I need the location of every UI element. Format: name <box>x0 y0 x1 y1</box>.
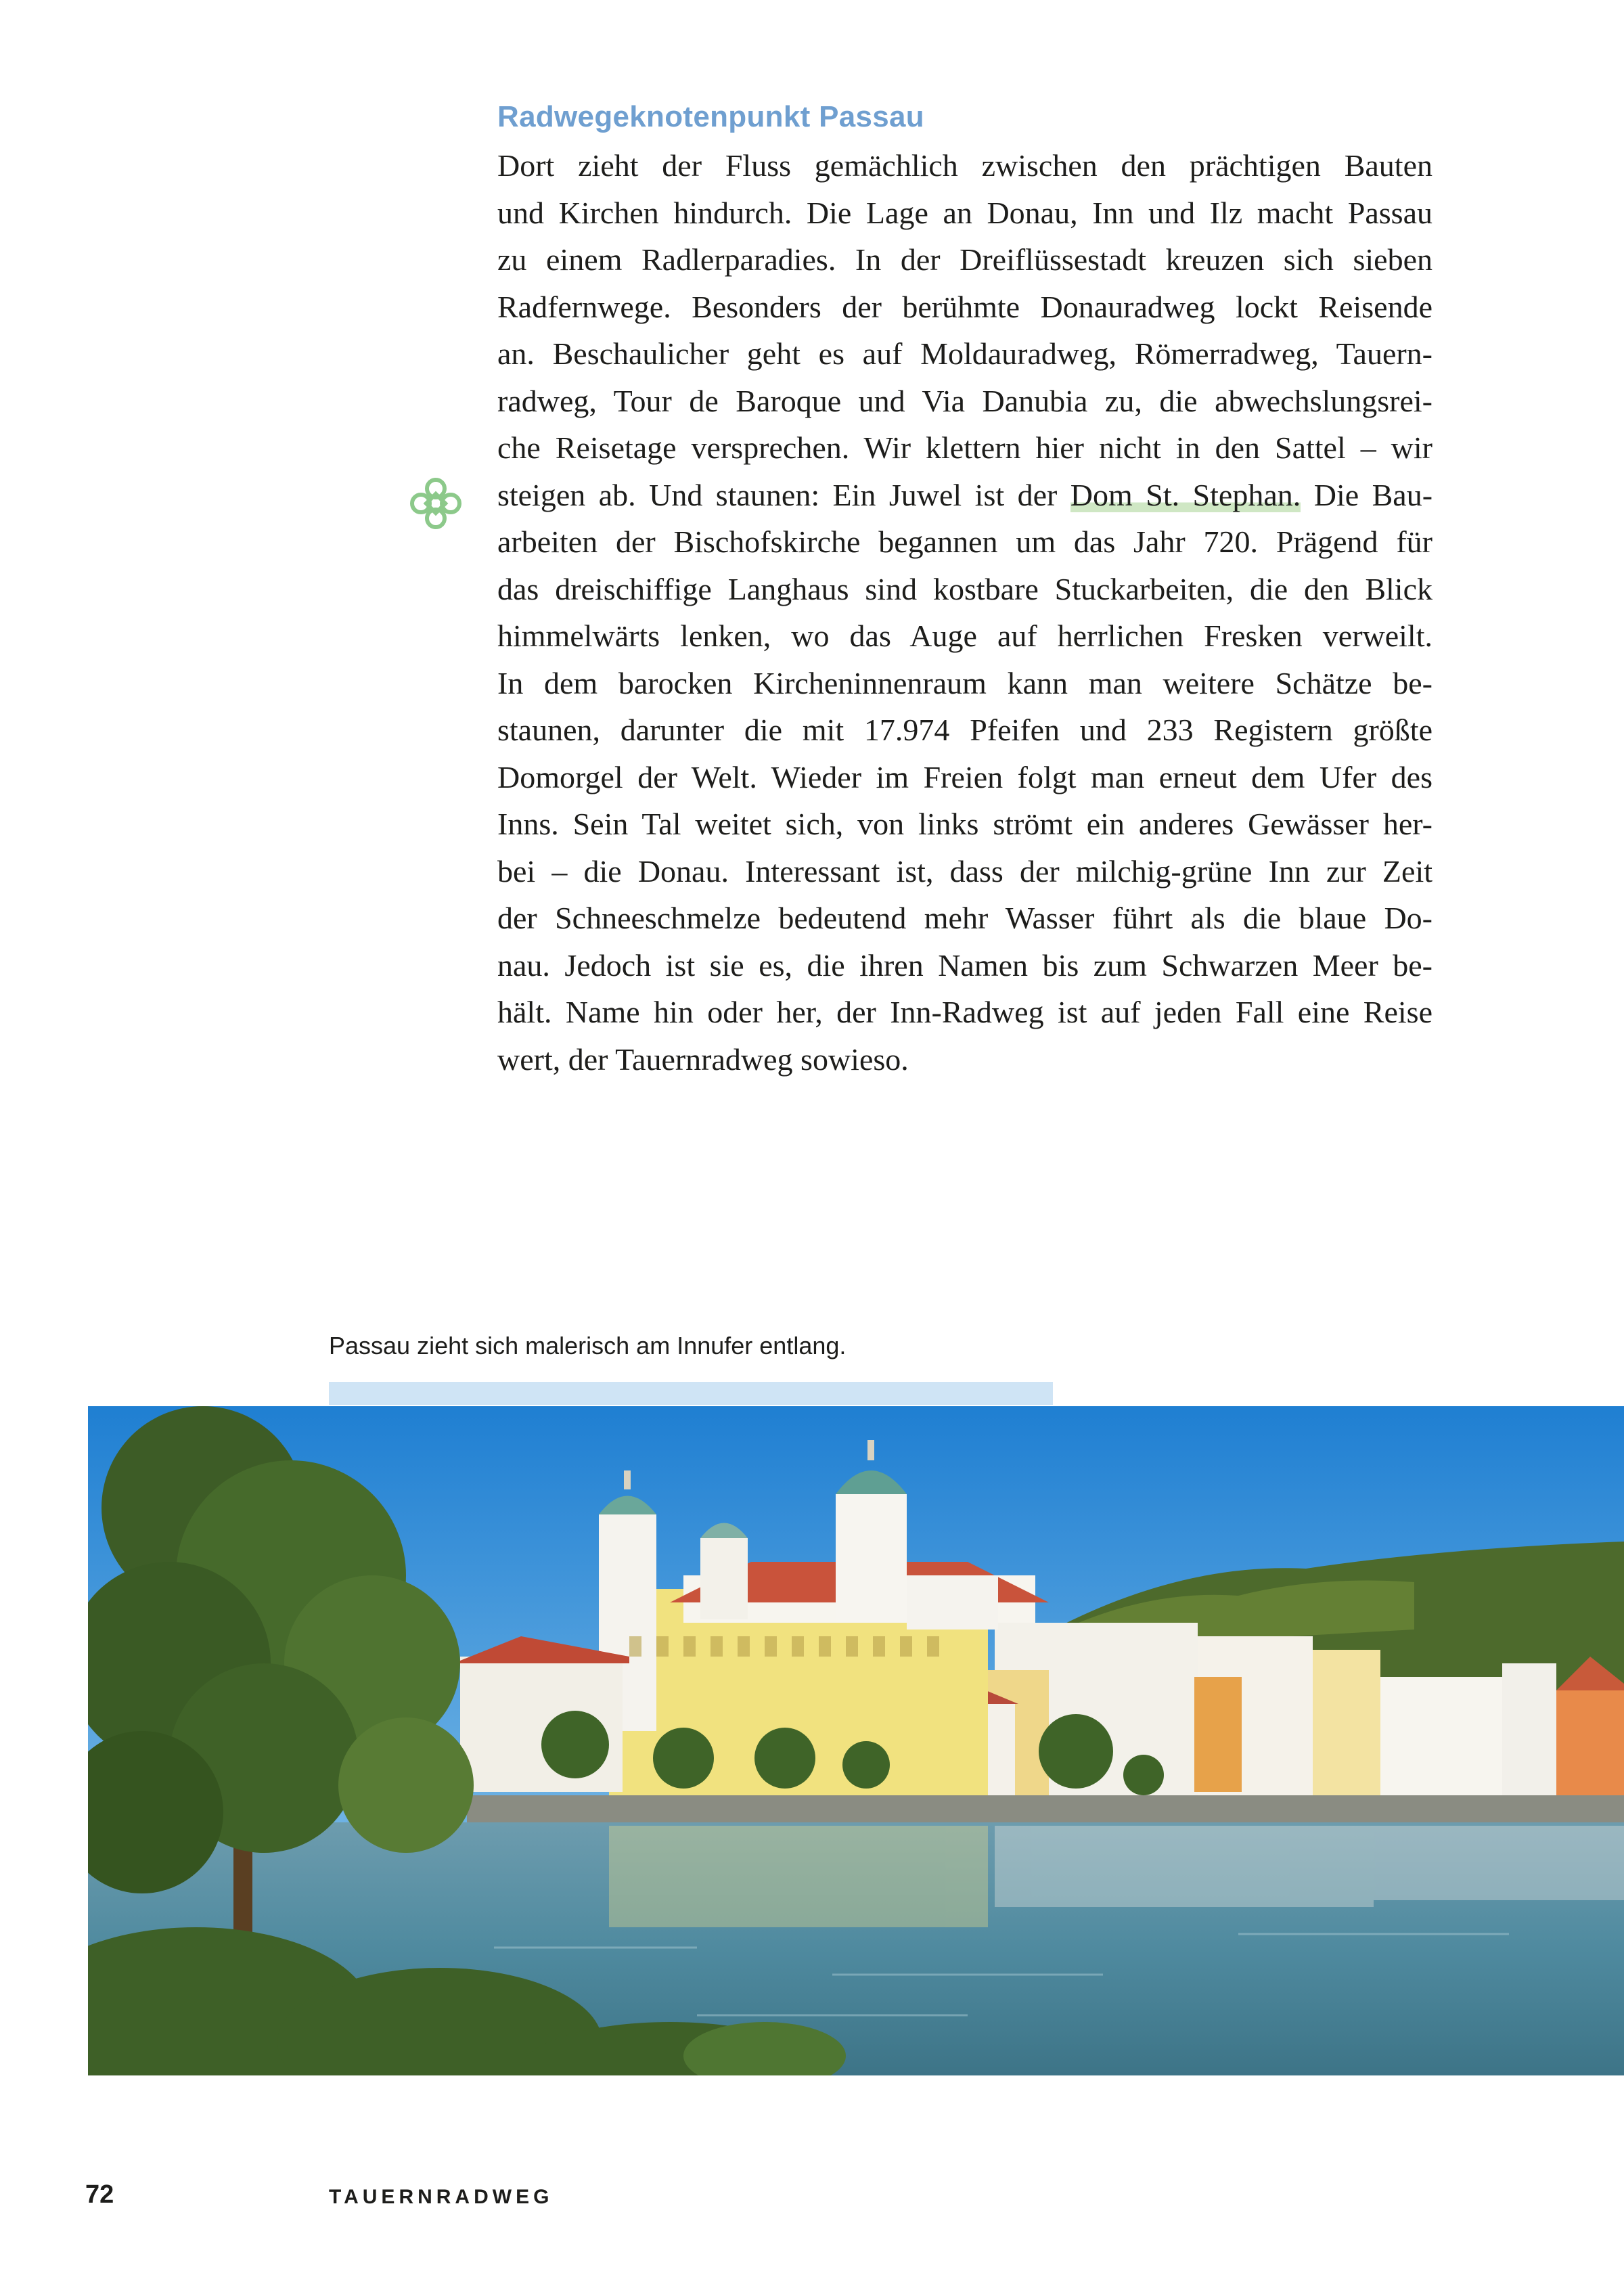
text-segment: steigen ab. Und staunen: Ein Juwel ist der <box>497 477 1070 512</box>
text-line: Dort zieht der Fluss gemächlich zwischen den prächtigen Bauten <box>497 148 1433 183</box>
text-line: arbeiten der Bischofskirche begannen um das Jahr 720. Prägend für <box>497 524 1433 559</box>
poi-marker-icon <box>405 472 467 535</box>
text-line: Inns. Sein Tal weitet sich, von links strömt ein anderes Gewässer her- <box>497 807 1433 841</box>
text-line: radweg, Tour de Baroque und Via Danubia zu, die abwechslungsrei- <box>497 383 1433 418</box>
text-line: In dem barocken Kircheninnenraum kann man weitere Schätze be- <box>497 665 1433 700</box>
text-line-poi <box>497 472 1433 519</box>
dom-st-stephan-link[interactable]: Dom St. Stephan. <box>1070 477 1301 512</box>
text-line: das dreischiffige Langhaus sind kostbare Stuckarbeiten, die den Blick <box>497 571 1433 606</box>
text-line: und Kirchen hindurch. Die Lage an Donau, Inn und Ilz macht Passau <box>497 195 1433 230</box>
text-line: zu einem Radlerparadies. In der Dreiflüssestadt kreuzen sich sieben <box>497 242 1433 277</box>
text-line: an. Beschaulicher geht es auf Moldauradweg, Römerradweg, Tauern- <box>497 336 1433 371</box>
text-line: wert, der Tauernradweg sowieso. <box>497 1041 909 1077</box>
quay-wall <box>467 1795 1624 1826</box>
passau-photo <box>88 1406 1624 2075</box>
page-number: 72 <box>85 2180 114 2209</box>
text-line: bei – die Donau. Interessant ist, dass der milchig-grüne Inn zur Zeit <box>497 853 1433 889</box>
text-line: Radfernwege. Besonders der berühmte Donauradweg lockt Reisende <box>497 289 1433 324</box>
text-line: staunen, darunter die mit 17.974 Pfeifen und 233 Registern größte <box>497 713 1433 747</box>
text-line: nau. Jedoch ist sie es, die ihren Namen bis zum Schwarzen Meer be- <box>497 947 1433 983</box>
text-line: himmelwärts lenken, wo das Auge auf herrlichen Fresken verweilt. <box>497 619 1433 653</box>
caption-bar <box>329 1382 1053 1405</box>
text-line: che Reisetage versprechen. Wir klettern hier nicht in den Sattel – wir <box>497 430 1433 465</box>
text-line: hält. Name hin oder her, der Inn-Radweg ist auf jeden Fall eine Reise <box>497 995 1433 1029</box>
passau-riverside-illustration <box>88 1406 1624 2075</box>
running-head: TAUERNRADWEG <box>329 2186 554 2208</box>
photo-caption: Passau zieht sich malerisch am Innufer entlang. <box>329 1332 847 1360</box>
text-line: der Schneeschmelze bedeutend mehr Wasser führt als die blaue Do- <box>497 901 1433 935</box>
section-heading: Radwegeknotenpunkt Passau <box>497 100 924 133</box>
body-text <box>497 142 1433 1083</box>
text-line: Domorgel der Welt. Wieder im Freien folgt man erneut dem Ufer des <box>497 759 1433 794</box>
text-segment: Die Bau- <box>1301 477 1433 512</box>
